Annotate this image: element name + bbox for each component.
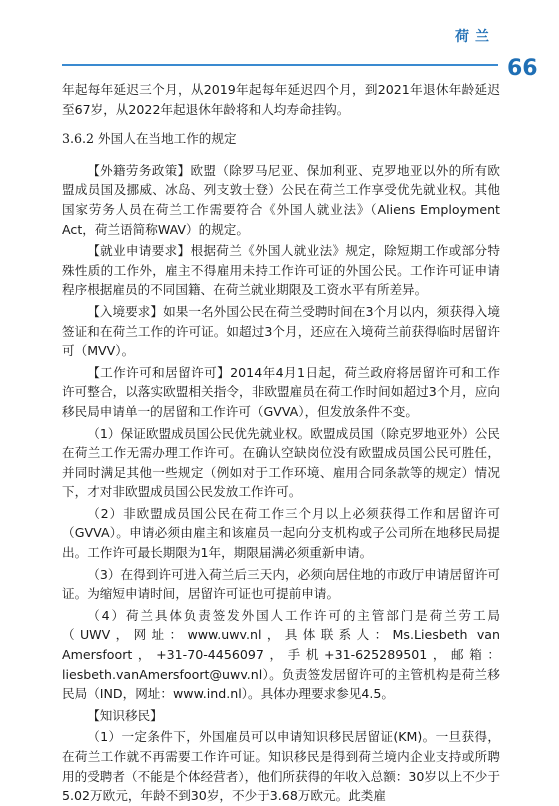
paragraph-knowledge-migrant-1: （1）一定条件下，外国雇员可以申请知识移民居留证(KM)。一旦获得，在荷兰工作就不再需要工作许可证。知识移民是得到荷兰境内企业支持或所聘用的受聘者（不能是个体经营者），他们所获得的年收入总额：30岁以上不少于5.02万欧元，年龄不到30岁，不少于3.68万欧元。此类雇 <box>62 729 500 804</box>
paragraph-item-3: （3）在得到许可进入荷兰后三天内，必须向居住地的市政厅申请居留许可证。为缩短申请时间，居留许可证也可提前申请。 <box>62 566 500 602</box>
paragraph-employment-application: 【就业申请要求】根据荷兰《外国人就业法》规定，除短期工作或部分特殊性质的工作外，雇主不得雇用未持工作许可证的外国公民。工作许可证申请程序根据雇员的不同国籍、在荷兰就业期限及工资水平有所差异。 <box>62 243 500 298</box>
paragraph-item-1: （1）保证欧盟成员国公民优先就业权。欧盟成员国（除克罗地亚外）公民在荷兰工作无需办理工作许可。在确认空缺岗位没有欧盟成员国公民可胜任，并同时满足其他一些规定（例如对于工作环境、雇用合同条款等的规定）情况下，才对非欧盟成员国公民发放工作许可。 <box>62 425 500 500</box>
page-number: 66 <box>507 56 538 81</box>
paragraph-knowledge-migrant-heading: 【知识移民】 <box>87 707 163 723</box>
header-rule <box>62 64 498 66</box>
section-heading: 3.6.2 外国人在当地工作的规定 <box>62 131 237 147</box>
paragraph-entry-requirements: 【入境要求】如果一名外国公民在荷兰受聘时间在3个月以内，须获得入境签证和在荷兰工作的许可证。如超过3个月，还应在入境荷兰前获得临时居留许可（MVV）。 <box>62 303 500 359</box>
paragraph-continuation: 年起每年延迟三个月，从2019年起每年延迟四个月，到2021年退休年龄延迟至67岁，从2022年起退休年龄将和人均寿命挂钩。 <box>62 82 500 117</box>
header-country: 荷兰 <box>455 29 495 45</box>
paragraph-item-4: （4）荷兰具体负责签发外国人工作许可的主管部门是荷兰劳工局（UWV，网址：www.uwv.nl，具体联系人：Ms.Liesbeth van Amersfoort，+31-70-4456097，手机+31-625289501，邮箱：liesbeth.vanAmersfoort@uwv.nl）。负责签发居留许可的主管机构是荷兰移民局（IND，网址：www.ind.nl）。具体办理要求参见4.5。 <box>62 607 500 702</box>
paragraph-item-2: （2）非欧盟成员国公民在荷工作三个月以上必须获得工作和居留许可（GVVA）。申请必须由雇主和该雇员一起向分支机构或子公司所在地移民局提出。工作许可最长期限为1年，期限届满必须重新申请。 <box>62 505 500 561</box>
document-body <box>62 80 500 806</box>
paragraph-foreign-labor-policy: 【外籍劳务政策】欧盟（除罗马尼亚、保加利亚、克罗地亚以外的所有欧盟成员国及挪威、冰岛、列支敦士登）公民在荷兰工作享受优先就业权。其他国家劳务人员在荷兰工作需要符合《外国人就业法》（Aliens Employment Act，荷兰语简称WAV）的规定。 <box>62 162 500 237</box>
paragraph-work-residence-permit: 【工作许可和居留许可】2014年4月1日起，荷兰政府将居留许可和工作许可整合，以落实欧盟相关指令，非欧盟雇员在荷工作时间如超过3个月，应向移民局申请单一的居留和工作许可（GVVA），但发放条件不变。 <box>62 364 500 419</box>
